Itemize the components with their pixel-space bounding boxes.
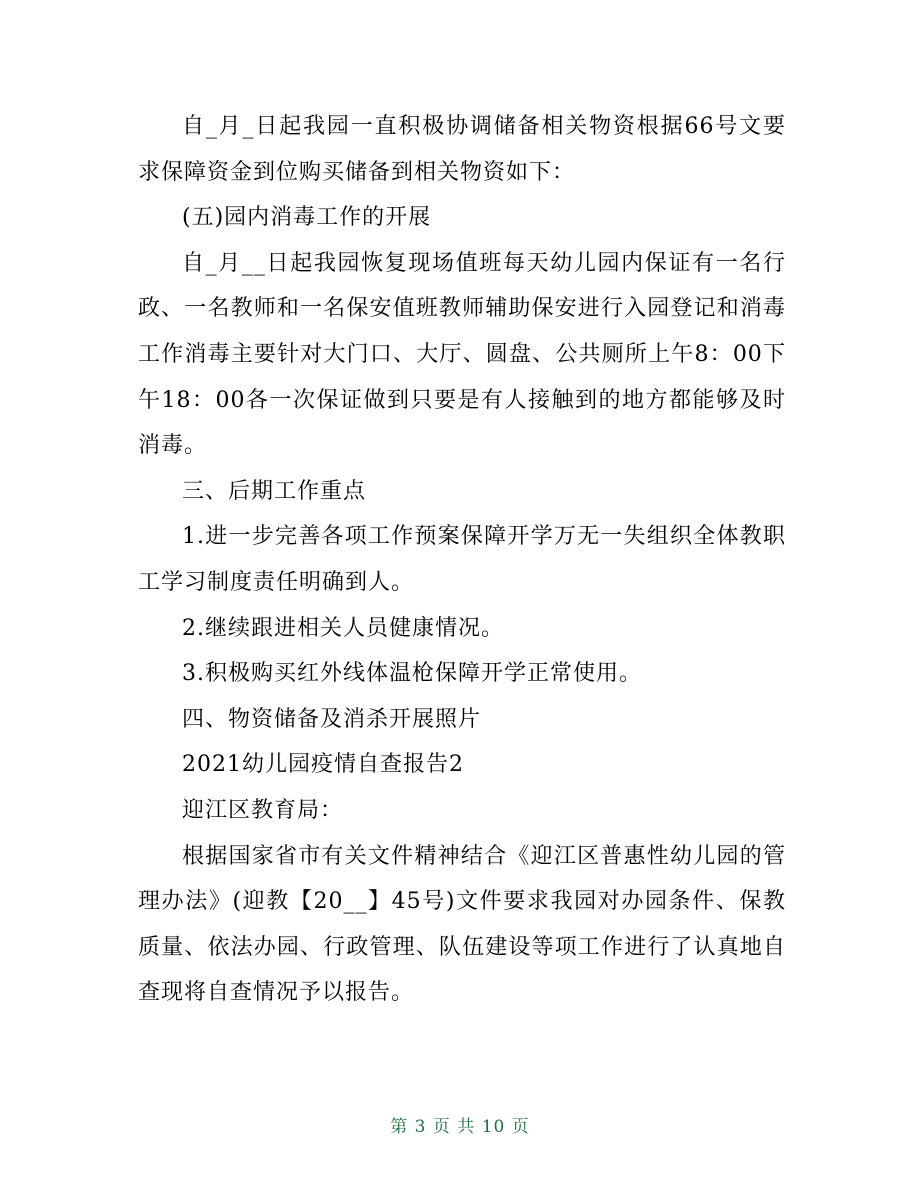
paragraph-report-intro: 根据国家省市有关文件精神结合《迎江区普惠性幼儿园的管理办法》(迎教【20__】45号)文件要求我园对办园条件、保教质量、依法办园、行政管理、队伍建设等项工作进行了认真地自查现将自查情况予以报告。: [138, 843, 786, 1006]
paragraph-disinfection: 自_月__日起我园恢复现场值班每天幼儿园内保证有一名行政、一名教师和一名保安值班教师辅助保安进行入园登记和消毒工作消毒主要针对大门口、大厅、圆盘、公共厕所上午8：00下午18：00各一次保证做到只要是有人接触到的地方都能够及时消毒。: [138, 250, 786, 459]
list-item-3: 3.积极购买红外线体温枪保障开学正常使用。: [182, 661, 642, 687]
addressee: 迎江区教育局：: [182, 797, 344, 823]
list-item-1: 1.进一步完善各项工作预案保障开学万无一失组织全体教职工学习制度责任明确到人。: [138, 524, 786, 595]
heading-photos: 四、物资储备及消杀开展照片: [182, 706, 482, 732]
document-body: [138, 104, 786, 1016]
paragraph-supplies: 自_月_日起我园一直积极协调储备相关物资根据66号文要求保障资金到位购买储备到相关物资如下：: [138, 114, 786, 185]
report-title: 2021幼儿园疫情自查报告2: [182, 752, 464, 778]
list-item-2: 2.继续跟进相关人员健康情况。: [182, 615, 504, 641]
heading-disinfection: (五)园内消毒工作的开展: [182, 205, 432, 231]
heading-later-work: 三、后期工作重点: [182, 478, 367, 504]
page-number-footer: 第 3 页 共 10 页: [390, 1117, 530, 1137]
